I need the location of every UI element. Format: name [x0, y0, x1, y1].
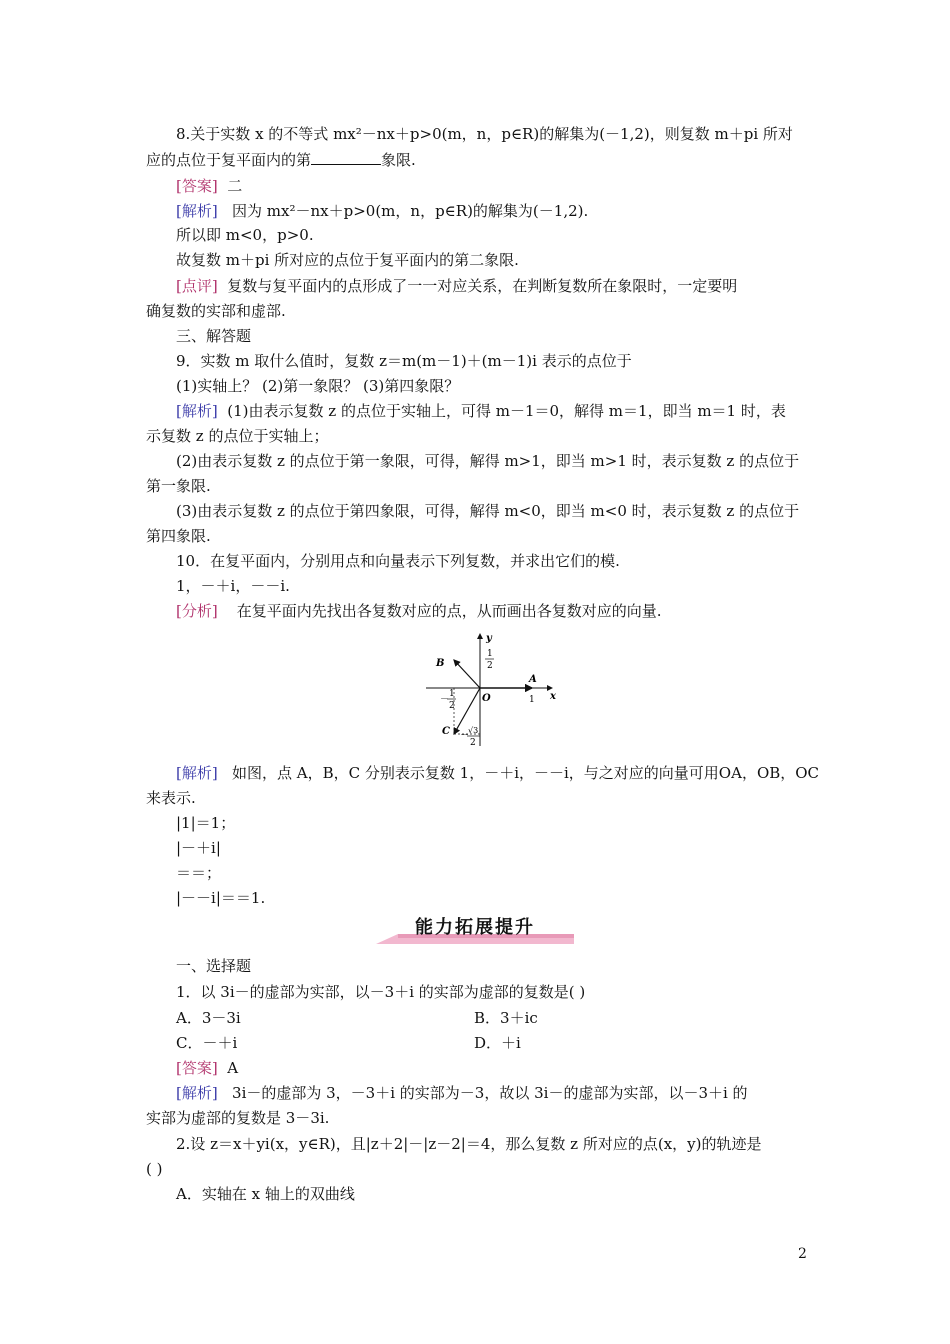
- section-banner: [376, 914, 574, 946]
- vector-ob: [454, 660, 480, 688]
- mc2-option-a: A．实轴在 x 轴上的双曲线: [176, 1185, 355, 1203]
- analysis-tag: [解析]: [176, 402, 218, 420]
- label-c: C: [442, 726, 450, 737]
- q9-analysis-row: [176, 401, 786, 421]
- q10-mod-1: |1|＝1；: [176, 814, 236, 832]
- q8-line2: [146, 150, 416, 170]
- q10-analysis: 在复平面内先找出各复数对应的点，从而画出各复数对应的向量.: [236, 602, 662, 620]
- mc2-stem-1: 2.设 z＝x＋yi(x，y∈R)，且|z＋2|－|z－2|＝4，那么复数 z 所对应的点(x，y)的轨迹是: [176, 1135, 762, 1153]
- solution-tag: [解析]: [176, 764, 218, 782]
- q8-comment-1: 复数与复平面内的点形成了一一对应关系，在判断复数所在象限时，一定要明: [227, 277, 738, 295]
- section-heading-3: 三、解答题: [176, 327, 252, 345]
- label-a: A: [529, 674, 537, 685]
- q9-a3-line1: (3)由表示复数 z 的点位于第四象限，可得，解得 m<0，即当 m<0 时，表示复数 z 的点位于: [176, 502, 800, 520]
- q10-mod-2: |－＋i|: [176, 839, 221, 857]
- label-x: x: [550, 691, 556, 702]
- analysis-tag: [分析]: [176, 602, 218, 620]
- banner-title: 能力拓展提升: [415, 917, 535, 938]
- q9-a2-line2: 第一象限.: [146, 477, 211, 495]
- label-origin: O: [482, 693, 491, 704]
- frac-sqrt3-num: √3: [468, 726, 479, 735]
- q10-solution-1: 如图，点 A，B，C 分别表示复数 1，－＋i，－－i，与之对应的向量可用OA，OB，OC: [232, 764, 820, 782]
- q9-parts: (1)实轴上？ (2)第一象限？ (3)第四象限？: [176, 377, 460, 395]
- answer-blank: [311, 150, 381, 165]
- q9-a3-line2: 第四象限.: [146, 527, 211, 545]
- mc1-option-d: D．＋i: [474, 1034, 521, 1052]
- answer-tag: [答案]: [176, 1059, 218, 1077]
- label-y: y: [486, 633, 492, 644]
- complex-plane-figure: [424, 630, 560, 748]
- comment-tag: [点评]: [176, 277, 218, 295]
- label-b: B: [436, 658, 445, 669]
- q9-a1-line2: 示复数 z 的点位于实轴上；: [146, 427, 329, 445]
- q8-line1: 8.关于实数 x 的不等式 mx²－nx＋p>0(m，n，p∈R)的解集为(－1,2)，则复数 m＋pi 所对: [176, 125, 793, 143]
- q8-comment-row: [176, 276, 737, 296]
- q10-analysis-row: [176, 601, 662, 621]
- frac-left-num: 1: [449, 689, 455, 699]
- q9-a1-line1: (1)由表示复数 z 的点位于实轴上，可得 m－1＝0，解得 m＝1，即当 m＝1 时，表: [227, 402, 786, 420]
- mc1-analysis-row: [176, 1083, 748, 1103]
- q8-comment-2: 确复数的实部和虚部.: [146, 302, 286, 320]
- q8-answer: 二: [227, 177, 243, 195]
- q8-analysis-3: 故复数 m＋pi 所对应的点位于复平面内的第二象限.: [176, 251, 519, 269]
- q8-analysis-2: 所以即 m<0，p>0.: [176, 226, 314, 244]
- q10-mod-4: |－－i|＝＝1.: [176, 889, 266, 907]
- q10-mod-3: ＝＝；: [176, 864, 222, 882]
- frac-top-num: 1: [487, 649, 493, 659]
- q10-numbers: 1，－＋i，－－i.: [176, 577, 290, 595]
- tick-label-1: 1: [529, 695, 535, 705]
- section-heading-1: 一、选择题: [176, 957, 252, 975]
- mc1-analysis-1: 3i－的虚部为 3，－3＋i 的实部为－3，故以 3i－的虚部为实部，以－3＋i 的: [232, 1084, 748, 1102]
- analysis-tag: [解析]: [176, 1084, 218, 1102]
- q10-solution-2: 来表示.: [146, 789, 196, 807]
- answer-tag: [答案]: [176, 177, 218, 195]
- q10-solution-row: [176, 763, 819, 783]
- mc1-analysis-2: 实部为虚部的复数是 3－3i.: [146, 1109, 330, 1127]
- q8-analysis-row: [176, 201, 588, 221]
- mc1-answer: A: [227, 1059, 239, 1077]
- frac-top-den: 2: [487, 661, 493, 671]
- mc2-stem-2: ( ): [146, 1160, 163, 1178]
- q10-stem: 10．在复平面内，分别用点和向量表示下列复数，并求出它们的模.: [176, 552, 620, 570]
- frac-sqrt3-sign: －: [460, 731, 470, 741]
- frac-left-sign: －: [440, 695, 450, 705]
- frac-sqrt3-den: 2: [470, 738, 476, 748]
- q8-answer-row: [176, 176, 242, 196]
- mc1-stem: 1．以 3i－的虚部为实部，以－3＋i 的实部为虚部的复数是( ): [176, 983, 586, 1001]
- mc1-option-c: C．－＋i: [176, 1034, 238, 1052]
- mc1-option-b: B．3＋ic: [474, 1009, 538, 1027]
- mc1-option-a: A．3－3i: [176, 1009, 241, 1027]
- q8-line2-post: 象限.: [381, 151, 416, 169]
- q9-a2-line1: (2)由表示复数 z 的点位于第一象限，可得，解得 m>1，即当 m>1 时，表示复数 z 的点位于: [176, 452, 800, 470]
- q9-stem: 9．实数 m 取什么值时，复数 z＝m(m－1)＋(m－1)i 表示的点位于: [176, 352, 632, 370]
- page-number: 2: [798, 1246, 807, 1262]
- mc1-answer-row: [176, 1058, 238, 1078]
- frac-left-den: 2: [449, 701, 455, 711]
- analysis-tag: [解析]: [176, 202, 218, 220]
- q8-analysis-1: 因为 mx²－nx＋p>0(m，n，p∈R)的解集为(－1,2).: [232, 202, 589, 220]
- q8-line2-pre: 应的点位于复平面内的第: [146, 151, 312, 169]
